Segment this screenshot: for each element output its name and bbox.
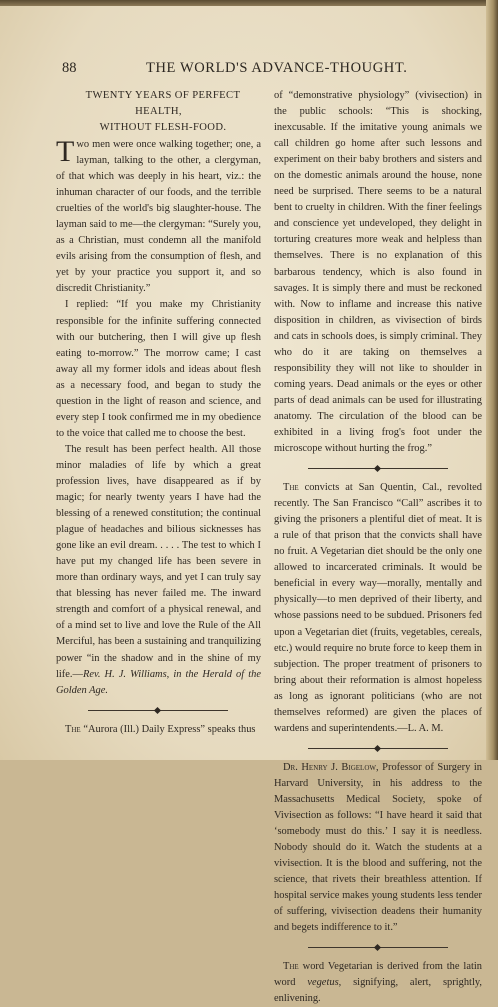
section-divider <box>274 742 482 756</box>
running-title: THE WORLD'S ADVANCE-THOUGHT. <box>146 60 408 76</box>
article-paragraph: The result has been perfect health. All those minor maladies of life by which a great profession lives, have disappeared as if by magic; for nearly twenty years I have had the blessing of a renewed constitution; the continual plague of headaches and bilious sicknesses has gone like an evil dream. . . . . The test to which I have put my changed life has been severe in more than ordinary ways, and yet I can truly say that blessing has never failed me. The inward strength and comfort of a physical renewal, and of a mind set to live and love the Rule of the All Merciful, has been a sustaining and tranquilizing power “in the shadow and in the shine of my life.—Rev. H. J. Williams, in the Herald of the Golden Age. <box>56 443 261 696</box>
page-top-edge <box>0 0 498 6</box>
article-paragraph: The word Vegetarian is derived from the latin word vegetus, signifying, alert, sprightly, enlivening. <box>274 961 482 1005</box>
page-header <box>0 60 498 82</box>
article-vegetarian-word <box>274 959 482 1007</box>
article-twenty-years <box>56 88 261 699</box>
section-divider <box>274 462 482 476</box>
article-paragraph: The convicts at San Quentin, Cal., revolted recently. The San Francisco “Call” ascribes it to giving the prisoners a plentiful diet of meat. It is a rule of that prison that the convicts shall have no fruit. A Vegetarian diet should be the only one allowed to incarcerated criminals. It would be beneficial in every way—morally, mentally and physically—to men deprived of their liberty, and whose passions need to be subdued. Prisoners fed upon a Vegetarian diet (fruits, vegetables, cereals, etc.) would require no brute force to keep them in subjection. The proper treatment of prisoners to bring about their reformation is almost hopeless as long as ignorant politicians (who are not themselves reformed) are given the places of wardens and superintendents.—L. A. M. <box>274 482 482 734</box>
article-title-line1: TWENTY YEARS OF PERFECT HEALTH, <box>85 90 241 117</box>
article-paragraph: The “Aurora (Ill.) Daily Express” speaks thus <box>65 723 256 735</box>
page-number: 88 <box>62 60 77 76</box>
section-divider <box>274 941 482 955</box>
article-paragraph: I replied: “If you make my Christianity responsible for the infinite suffering connected with our butchering, then I will give up flesh eating to-morrow.” The morrow came; I cast away all my former idols and ideas about flesh as a necessary food, and began to study the question in the light of reason and science, and every step I took confirmed me in my obedience to the voice that called me to choose the best. <box>56 299 261 439</box>
article-paragraph: Dr. Henry J. Bigelow, Professor of Surgery in Harvard University, in his address to the Massachusetts Medical Society, spoke of Vivisection as follows: “I have heard it said that ‘somebody must do this.’ I say it is needless. Nobody should do it. Watch the students at a vivisection. It is the blood and suffering, not the science, that rivets their breathless attention. If hospital service makes young students less tender of suffering, vivisection deadens their humanity and begets indifference to it.” <box>274 761 482 934</box>
article-paragraph: Two men were once walking together; one, a layman, talking to the other, a clergyman, of that which was deeply in his heart, viz.: the inhuman character of our foods, and the terrible cruelties of the world's big slaughter-house. The layman said to me—the clergyman: “Surely you, as a Christian, must condemn all the manifold evils arising from the consumption of flesh, and yet by your practice you support it, and so discredit Christianity.” <box>56 135 261 295</box>
article-aurora-express <box>56 722 261 738</box>
left-column <box>56 88 261 738</box>
book-spine-shadow <box>486 0 498 760</box>
right-column <box>274 88 482 1007</box>
article-title-line2: WITHOUT FLESH-FOOD. <box>99 122 227 133</box>
drop-cap: T <box>56 135 75 168</box>
article-san-quentin <box>274 480 482 737</box>
attribution: Rev. H. J. Williams, in the Herald of the Golden Age. <box>56 668 261 696</box>
section-divider <box>56 704 261 718</box>
article-paragraph-continued: of “demonstrative physiology” (vivisection) in the public schools: “This is shocking, inexcusable. If the imitative young animals we call children go home after such lessons and experiment on their baby brothers and sisters and on the domestic animals around the house, none need be surprised. There seems to be a natural bent to cruelty in children. With the finer feelings and conscience yet undeveloped, they delight in torturing creatures more weak and helpless than themselves. There is no explanation of this barbarous tendency, which is also found in savages. It is simply there and must be reckoned with. Now to inflame and increase this native disposition in children, as vivisection of birds and cats in schools does, is simply criminal. They who do it are taking on themselves a responsibility they will not like to shoulder in coming years. Dead animals or the eyes or other parts of dead animals can be used for illustrating anatomy. The circulation of the blood can be exhibited in a living frog's foot under the microscope without hurting the frog.” <box>274 90 482 455</box>
article-bigelow <box>274 760 482 937</box>
